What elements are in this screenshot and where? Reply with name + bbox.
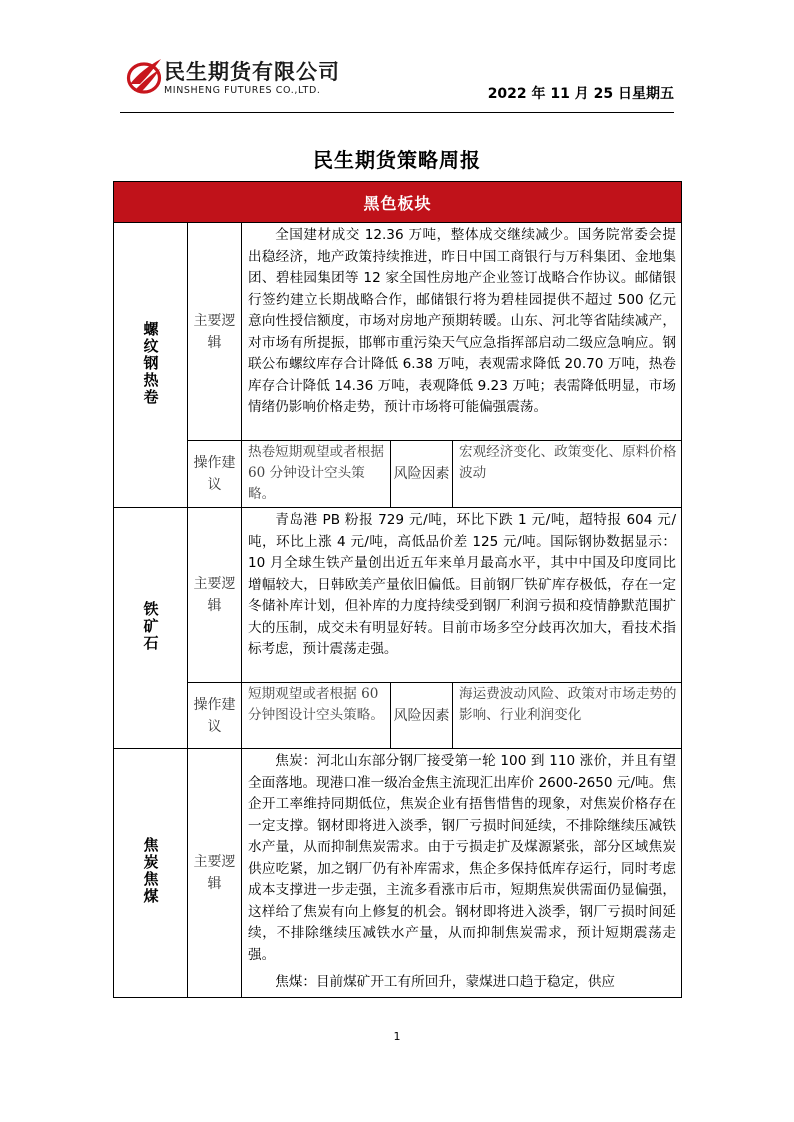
advice-text: 短期观望或者根据 60 分钟图设计空头策略。 [242,683,391,749]
product-name: 螺纹钢热卷 [141,320,160,406]
advice-label: 操作建议 [188,683,242,749]
logic-paragraph: 青岛港 PB 粉报 729 元/吨，环比下跌 1 元/吨，超特报 604 元/吨，环比上涨 4 元/吨，高低品价差 125 元/吨。国际钢协数据显示：10 月全球生铁产量创出近五年来单月最高水平，其中中国及印度同比增幅较大，日韩欧美产量依旧偏低。目前钢厂铁矿库存极低，存在一定冬储补库计划，但补库的力度持续受到钢厂利润亏损和疫情静默范围扩大的压制，成交未有明显好转。目前市场多空分歧再次加大，看技术指标考虑，预计震荡走强。 [248,512,677,657]
page-number: 1 [393,1030,401,1043]
advice-label: 操作建议 [188,441,242,508]
risk-text: 宏观经济变化、政策变化、原料价格波动 [453,441,682,508]
advice-text: 热卷短期观望或者根据 60 分钟设计空头策略。 [242,441,391,508]
company-name-cn: 民生期货有限公司 [164,60,340,84]
header-divider [120,112,674,113]
product-cell-rebar [114,223,188,508]
product-name: 焦炭焦煤 [141,836,160,905]
logic-label: 主要逻辑 [188,223,242,441]
section-header: 黑色板块 [114,182,682,223]
logic-paragraph: 焦煤：目前煤矿开工有所回升，蒙煤进口趋于稳定，供应 [275,974,616,990]
company-logo [126,54,366,100]
page-title: 民生期货策略周报 [313,148,481,172]
logic-paragraph: 焦炭：河北山东部分钢厂接受第一轮 100 到 110 涨价，并且有望全面落地。现港口准一级冶金焦主流现汇出库价 2600-2650 元/吨。焦企开工率维持同期低位，焦炭企业有捂售惜售的现象，对焦炭价格存在一定支撑。钢材即将进入淡季，钢厂亏损时间延续，不排除继续压减铁水产量，从而抑制焦炭需求。由于亏损走扩及煤源紧张，部分区域焦炭供应吃紧，加之钢厂仍有补库需求，焦企多保持低库存运行，同时考虑成本支撑进一步走强，主流多看涨市后市，短期焦炭供需面仍显偏强，这样给了焦炭有向上修复的机会。钢材即将进入淡季，钢厂亏损时间延续，不排除继续压减铁水产量，从而抑制焦炭需求，预计短期震荡走强。 [248,753,677,963]
risk-label: 风险因素 [391,683,453,749]
minsheng-logo-icon [126,57,162,97]
logic-text [242,508,682,683]
logic-label: 主要逻辑 [188,749,242,998]
risk-text: 海运费波动风险、政策对市场走势的影响、行业利润变化 [453,683,682,749]
product-cell-coke [114,749,188,998]
logic-label: 主要逻辑 [188,508,242,683]
logic-paragraph: 全国建材成交 12.36 万吨，整体成交继续减少。国务院常委会提出稳经济，地产政策持续推进，昨日中国工商银行与万科集团、金地集团、碧桂园集团等 12 家全国性房地产企业签订战略合作协议。邮储银行签约建立长期战略合作，邮储银行将为碧桂园提供不超过 500 亿元意向性授信额度，市场对房地产预期转暖。山东、河北等省陆续减产，对市场有所提振，邯郸市重污染天气应急指挥部启动二级应急响应。钢联公布螺纹库存合计降低 6.38 万吨，表观需求降低 20.70 万吨，热卷库存合计降低 14.36 万吨，表观降低 9.23 万吨；表需降低明显，市场情绪仍影响价格走势，预计市场将可能偏强震荡。 [248,227,677,415]
report-date: 2022 年 11 月 25 日星期五 [487,86,674,102]
product-cell-iron-ore [114,508,188,749]
logic-text [242,749,682,998]
strategy-table [113,181,682,998]
product-name: 铁矿石 [141,600,160,652]
risk-label: 风险因素 [391,441,453,508]
company-name-en: MINSHENG FUTURES CO.,LTD. [164,85,321,96]
logic-text [242,223,682,441]
